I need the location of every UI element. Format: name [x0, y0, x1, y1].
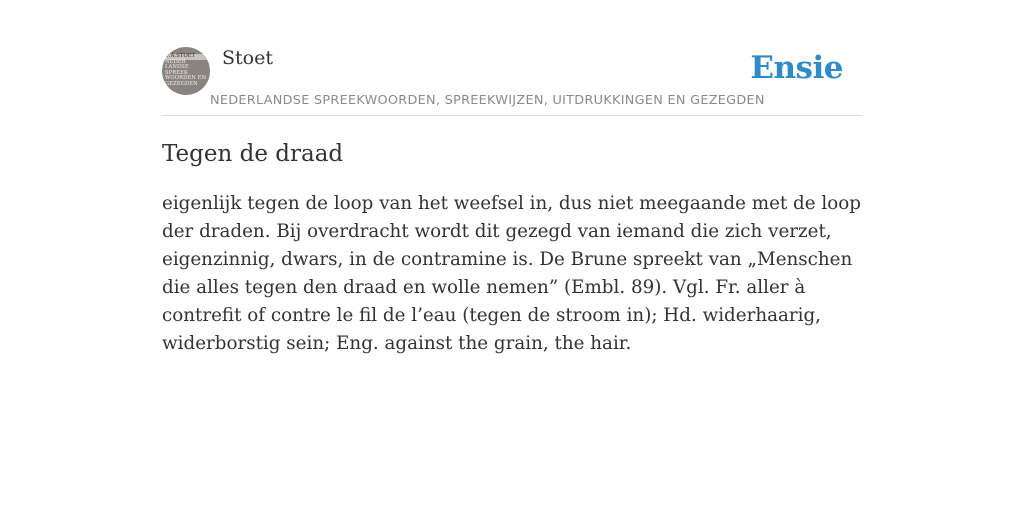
source-title[interactable]: NEDERLANDSE SPREEKWOORDEN, SPREEKWIJZEN, UITDRUKKINGEN EN GEZEGDEN — [210, 93, 765, 108]
entry-definition: eigenlijk tegen de loop van het weefsel in, dus niet meegaande met de loop der draden. Bij overdracht wordt dit gezegd van iemand die zich verzet, eigenzinnig, dwars, in de contramine is. De Brune spreekt van „Menschen die alles tegen den draad en wolle nemen” (Embl. 89). Vgl. Fr. aller à contrefit of contre le fil de l’eau (tegen de stroom in); Hd. widerhaarig, widerborstig sein; Eng. against the grain, the hair. — [162, 193, 861, 354]
entry-title: Tegen de draad — [162, 141, 344, 167]
avatar-line: LANDSE — [165, 64, 189, 71]
book-cover-avatar[interactable] — [162, 47, 210, 95]
brand-logo[interactable]: Ensie — [750, 50, 843, 86]
avatar-line: NEDER — [165, 58, 186, 65]
author-name[interactable]: Stoet — [222, 47, 273, 69]
page — [162, 0, 862, 358]
avatar-top-line: F.A.STOET — [162, 54, 210, 60]
header — [162, 46, 862, 116]
avatar-line: GEZEGDEN — [165, 80, 198, 87]
avatar-line: SPREEK — [165, 69, 188, 76]
avatar-line: WOORDEN EN — [165, 75, 207, 82]
